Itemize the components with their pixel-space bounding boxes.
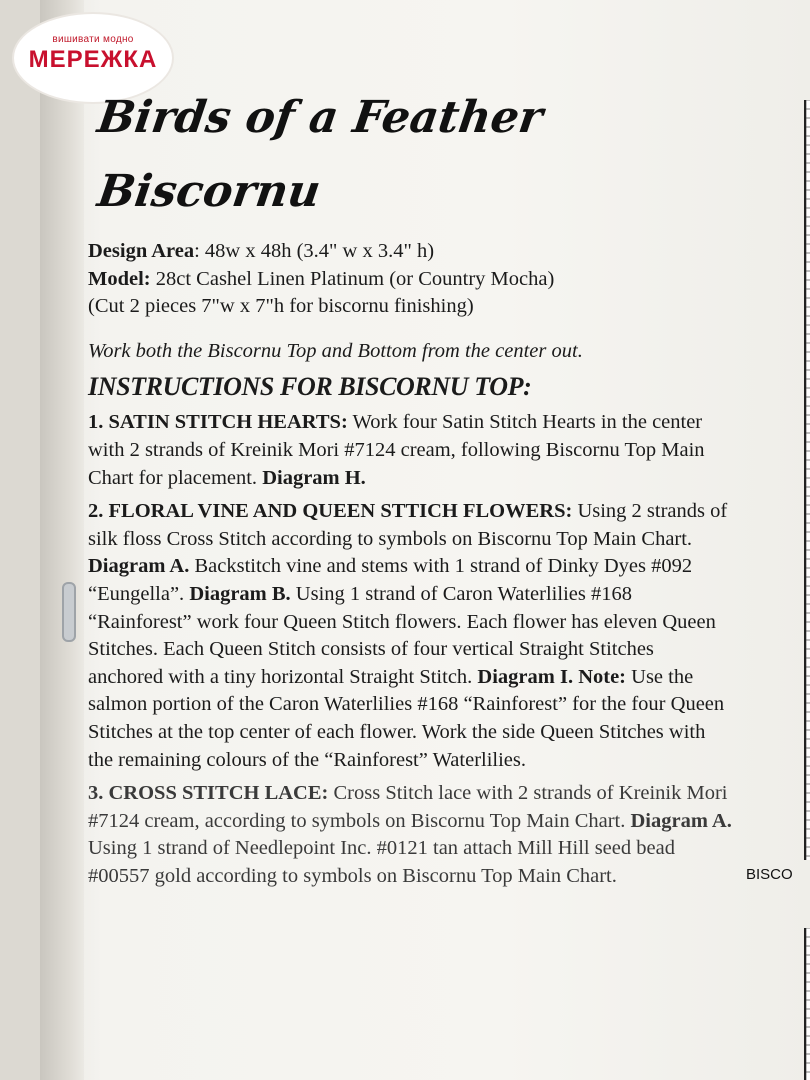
side-chart-svg: [806, 100, 810, 860]
step-3-label: 3. CROSS STITCH LACE:: [88, 782, 329, 805]
model-note: (Cut 2 pieces 7"w x 7"h for biscornu finishing): [88, 295, 474, 318]
logo-tagline: вишивати модно: [52, 34, 134, 45]
step-1-text: Work four Satin Stitch Hearts in the center with 2 strands of Kreinik Mori #7124 cream, following Biscornu Top Main Chart for placement.: [88, 411, 705, 489]
model-line: [88, 266, 734, 294]
step-1-ref: Diagram H.: [262, 466, 366, 489]
step-3-ref-1: Diagram A.: [630, 809, 732, 832]
step-1: [88, 409, 734, 492]
side-chart-label: BISCO: [746, 866, 793, 883]
shop-logo: [14, 14, 172, 102]
page-title-line2: Biscornu: [94, 166, 324, 217]
step-2-label: 2. FLORAL VINE AND QUEEN STTICH FLOWERS:: [88, 500, 573, 523]
page-title-line1: Birds of a Feather: [94, 92, 546, 143]
intro-text: Work both the Biscornu Top and Bottom from the center out.: [88, 339, 583, 362]
instructions-body: [88, 238, 734, 890]
binding-gutter: [40, 0, 84, 1080]
side-chart-lower-svg: [806, 928, 810, 1080]
step-2-text-3: Using 1 strand of Caron Waterlilies #168 “Rainforest” work four Queen Stitch flowers. Each flower has eleven Queen Stitches. Each Queen Stitch consists of four vertical Straight Stitches anchored with a tiny horizontal Straight Stitch.: [88, 582, 716, 688]
side-chart-grid: [804, 100, 810, 860]
step-3-text-2: Using 1 strand of Needlepoint Inc. #0121 tan attach Mill Hill seed bead #00557 gold according to symbols on Biscornu Top Main Chart.: [88, 837, 675, 887]
logo-brand: МЕРЕЖКА: [28, 46, 158, 73]
step-2-text-1: Using 2 strands of silk floss Cross Stitch according to symbols on Biscornu Top Main Chart.: [88, 500, 728, 550]
section-heading: INSTRUCTIONS FOR BISCORNU TOP:: [88, 372, 532, 402]
step-2-ref-1: Diagram A.: [88, 555, 190, 578]
design-area-value: : 48w x 48h (3.4" w x 3.4" h): [194, 240, 435, 262]
model-value: 28ct Cashel Linen Platinum (or Country Mocha): [150, 267, 555, 290]
step-1-label: 1. SATIN STITCH HEARTS:: [88, 411, 348, 434]
step-3-text-1: Cross Stitch lace with 2 strands of Kreinik Mori #7124 cream, according to symbols on Biscornu Top Main Chart.: [88, 782, 728, 832]
design-area-label: Design Area: [88, 240, 195, 262]
step-3: [88, 780, 734, 890]
step-2-ref-2: Diagram B.: [189, 582, 291, 605]
side-chart-grid-lower: [804, 928, 810, 1080]
design-area-line: [88, 238, 734, 266]
staple-icon: [62, 582, 76, 642]
step-2-text-2: Backstitch vine and stems with 1 strand of Dinky Dyes #092 “Eungella”.: [88, 555, 693, 605]
step-2: [88, 498, 734, 774]
model-label: Model:: [88, 267, 151, 290]
step-2-ref-3: Diagram I. Note:: [477, 665, 627, 688]
step-2-text-4: Use the salmon portion of the Caron Waterlilies #168 “Rainforest” for the four Queen Stitches at the top center of each flower. Work the side Queen Stitches with the remaining colours of the “Rainforest” Waterlilies.: [88, 665, 725, 771]
